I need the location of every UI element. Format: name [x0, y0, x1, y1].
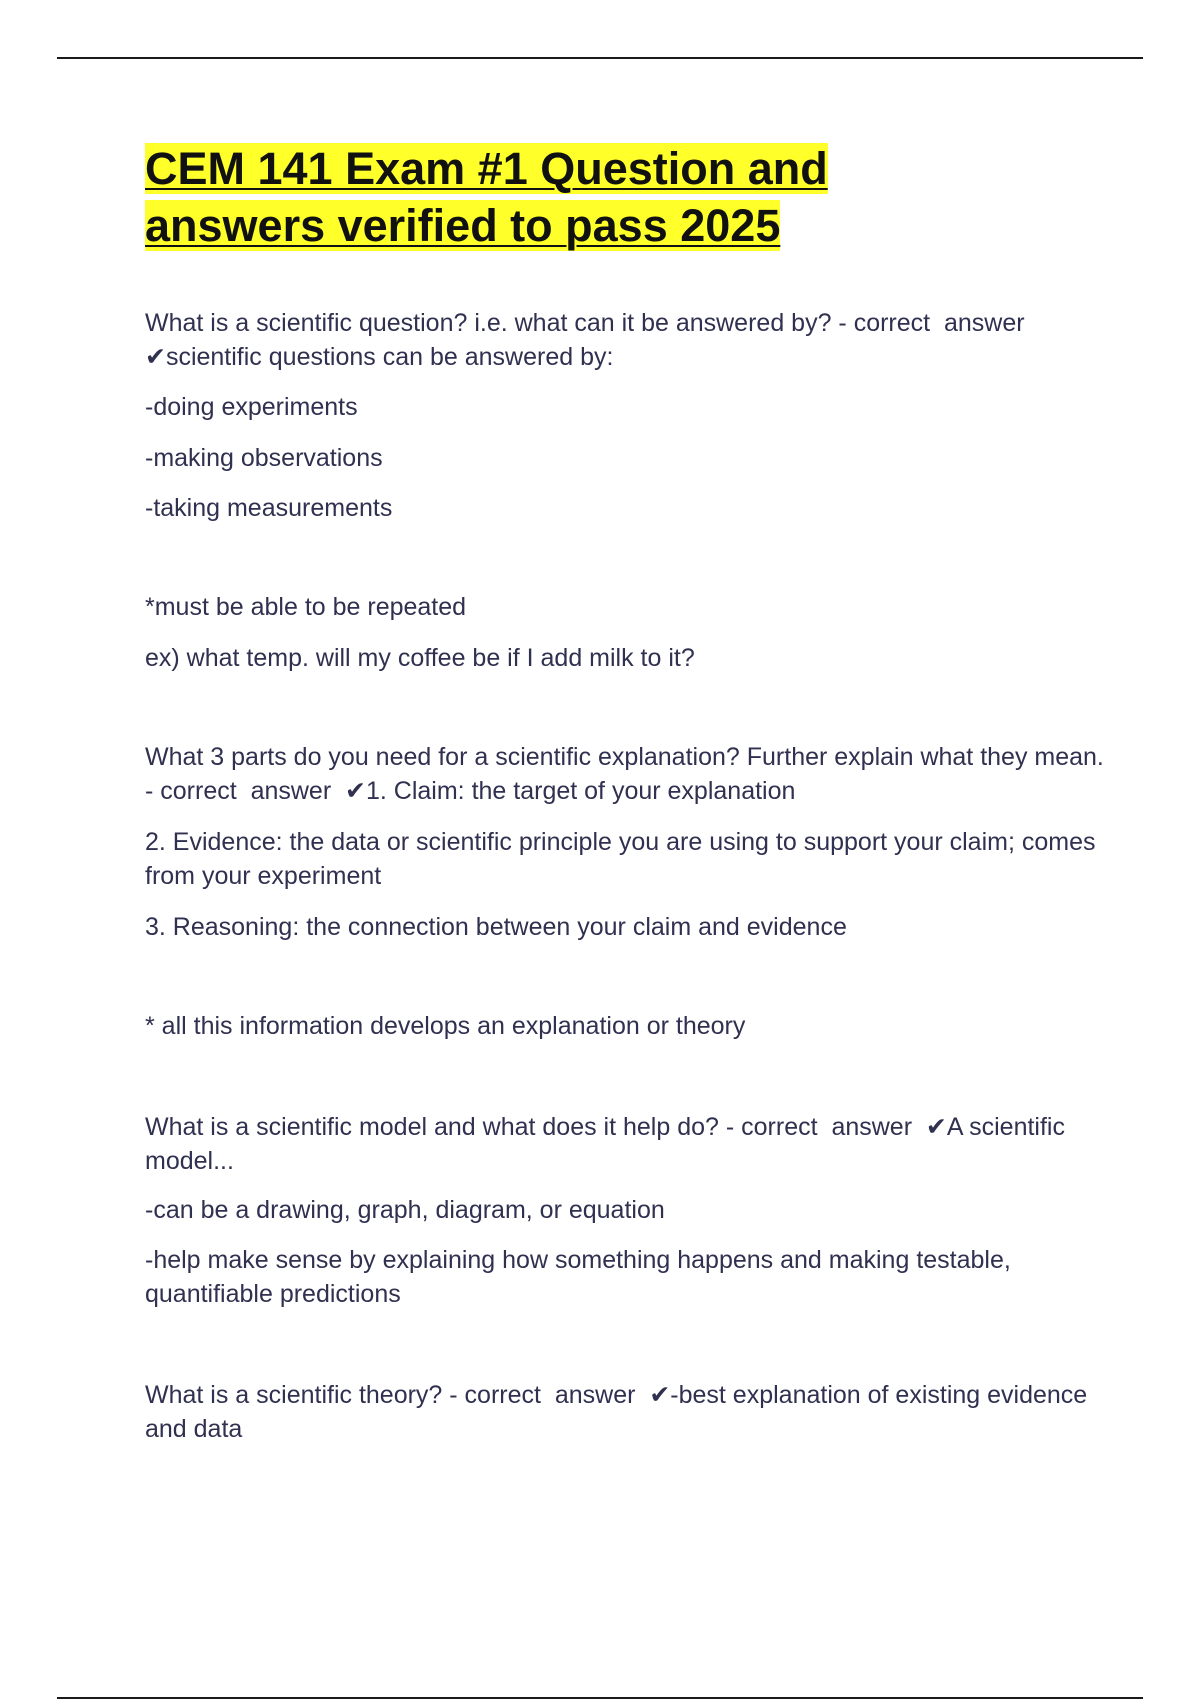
- title-line-2: answers verified to pass 2025: [145, 200, 781, 251]
- q1-item-1: -doing experiments: [145, 393, 358, 421]
- q2-item-2: 2. Evidence: the data or scientific principle you are using to support your claim; comes from your experiment: [145, 828, 1103, 890]
- q2-note: * all this information develops an explanation or theory: [145, 1012, 746, 1040]
- q1-item-3: -taking measurements: [145, 494, 393, 522]
- q1-item-2: -making observations: [145, 444, 383, 472]
- q2-item-3: 3. Reasoning: the connection between your claim and evidence: [145, 913, 847, 941]
- document-title: [145, 140, 1085, 254]
- q1-note: *must be able to be repeated: [145, 593, 467, 621]
- q4-question: What is a scientific theory? - correct answer ✔-best explanation of existing evidence and data: [145, 1381, 1095, 1443]
- top-divider: [57, 57, 1143, 59]
- q3-item-2: -help make sense by explaining how something happens and making testable, quantifiable predictions: [145, 1246, 1018, 1308]
- q1-question: What is a scientific question? i.e. what can it be answered by? - correct answer ✔scientific questions can be answered by:: [145, 309, 1039, 371]
- q2-question: What 3 parts do you need for a scientific explanation? Further explain what they mean. - correct answer ✔1. Claim: the target of your explanation: [145, 743, 1111, 805]
- title-line-1: CEM 141 Exam #1 Question and: [145, 143, 828, 194]
- q1-example: ex) what temp. will my coffee be if I add milk to it?: [145, 644, 695, 672]
- q3-question: What is a scientific model and what does it help do? - correct answer ✔A scientific model...: [145, 1113, 1072, 1175]
- bottom-divider: [57, 1697, 1143, 1699]
- q3-item-1: -can be a drawing, graph, diagram, or equation: [145, 1196, 665, 1224]
